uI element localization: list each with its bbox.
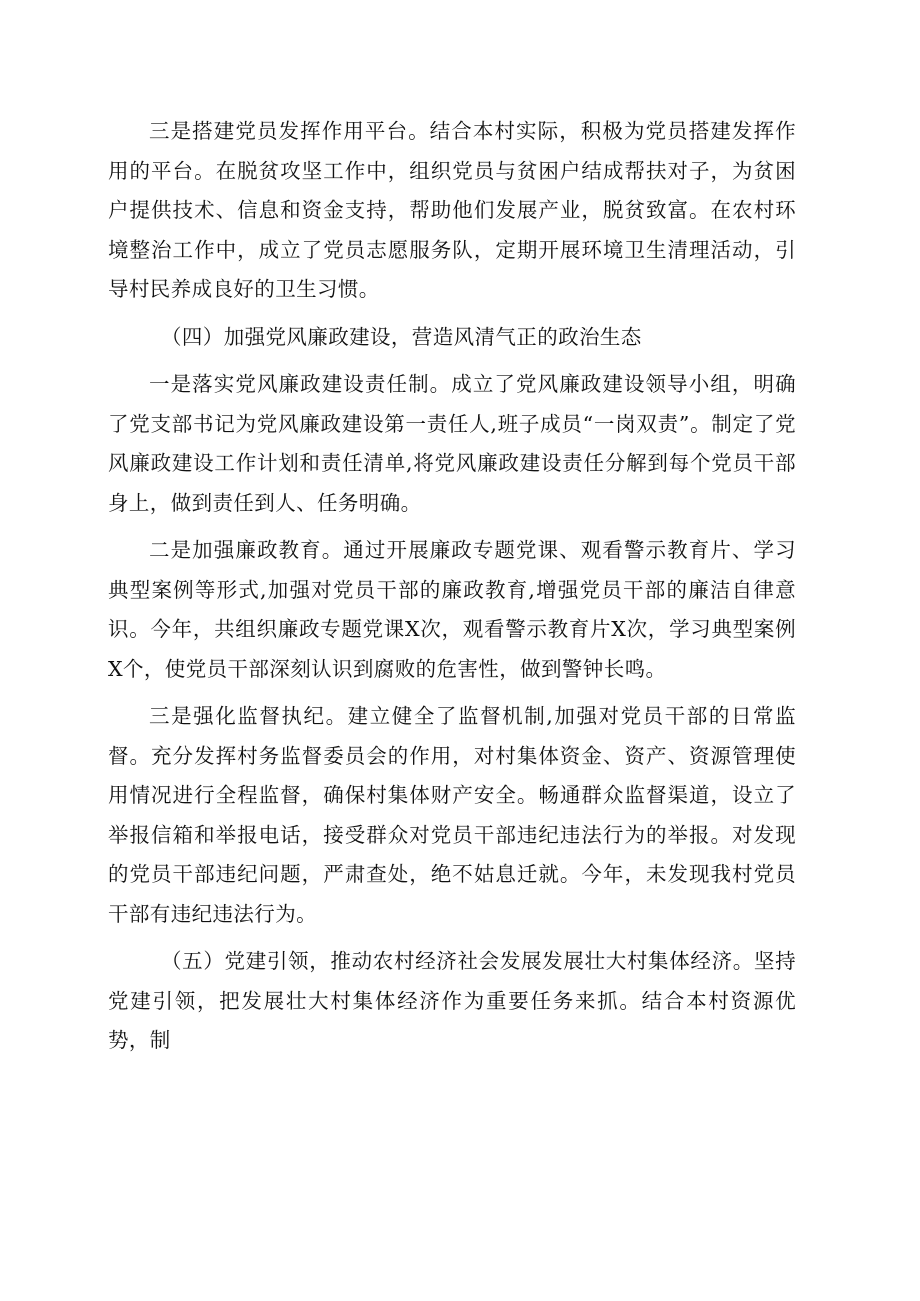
paragraph-party-member-platform: 三是搭建党员发挥作用平台。结合本村实际，积极为党员搭建发挥作用的平台。在脱贫攻坚工作中，组织党员与贫困户结成帮扶对子，为贫困户提供技术、信息和资金支持，帮助他们发展产业，脱贫致富。在农村环境整治工作中，成立了党员志愿服务队，定期开展环境卫生清理活动，引导村民养成良好的卫生习惯。 [108, 119, 796, 301]
paragraph-section-five: （五）党建引领，推动农村经济社会发展发展壮大村集体经济。坚持党建引领，把发展壮大村集体经济作为重要任务来抓。结合本村资源优势，制 [108, 949, 796, 1052]
paragraph-responsibility-system: 一是落实党风廉政建设责任制。成立了党风廉政建设领导小组，明确了党支部书记为党风廉政建设第一责任人,班子成员“一岗双责”。制定了党风廉政建设工作计划和责任清单,将党风廉政建设责任分解到每个党员干部身上，做到责任到人、任务明确。 [108, 372, 796, 515]
section-heading-four: （四）加强党风廉政建设，营造风清气正的政治生态 [161, 324, 642, 349]
paragraph-integrity-education: 二是加强廉政教育。通过开展廉政专题党课、观看警示教育片、学习典型案例等形式,加强对党员干部的廉政教育,增强党员干部的廉洁自律意识。今年，共组织廉政专题党课X次，观看警示教育片X次，学习典型案例X个，使党员干部深刻认识到腐败的危害性，做到警钟长鸣。 [108, 538, 796, 681]
paragraph-supervision-discipline: 三是强化监督执纪。建立健全了监督机制,加强对党员干部的日常监督。充分发挥村务监督委员会的作用，对村集体资金、资产、资源管理使用情况进行全程监督，确保村集体财产安全。畅通群众监督渠道，设立了举报信箱和举报电话，接受群众对党员干部违纪违法行为的举报。对发现的党员干部违纪问题，严肃查处，绝不姑息迁就。今年，未发现我村党员干部有违纪违法行为。 [108, 704, 796, 926]
document-body [108, 112, 796, 1069]
